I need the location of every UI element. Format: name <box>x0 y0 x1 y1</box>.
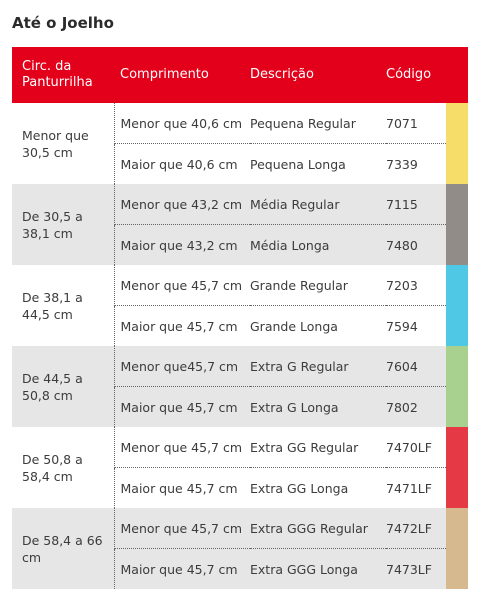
description-cell: Extra GG Regular <box>250 427 386 468</box>
code-cell: 7472LF <box>386 508 446 549</box>
code-cell: 7802 <box>386 387 446 428</box>
length-cell: Menor que45,7 cm <box>114 346 250 387</box>
color-swatch <box>446 184 468 265</box>
code-cell: 7471LF <box>386 468 446 509</box>
description-cell: Média Regular <box>250 184 386 225</box>
color-swatch <box>446 427 468 508</box>
table-row <box>12 103 468 144</box>
length-cell: Menor que 43,2 cm <box>114 184 250 225</box>
length-cell: Maior que 45,7 cm <box>114 387 250 428</box>
code-cell: 7071 <box>386 103 446 144</box>
size-table <box>12 47 468 589</box>
length-cell: Menor que 45,7 cm <box>114 427 250 468</box>
circ-cell: De 30,5 a 38,1 cm <box>12 184 114 265</box>
table-body <box>12 103 468 589</box>
code-cell: 7203 <box>386 265 446 306</box>
description-cell: Extra G Longa <box>250 387 386 428</box>
length-cell: Menor que 40,6 cm <box>114 103 250 144</box>
length-cell: Maior que 45,7 cm <box>114 549 250 590</box>
length-cell: Menor que 45,7 cm <box>114 508 250 549</box>
code-cell: 7594 <box>386 306 446 347</box>
circ-cell: De 58,4 a 66 cm <box>12 508 114 589</box>
code-cell: 7480 <box>386 225 446 266</box>
circ-cell: De 38,1 a 44,5 cm <box>12 265 114 346</box>
color-swatch <box>446 103 468 184</box>
length-cell: Maior que 45,7 cm <box>114 468 250 509</box>
length-cell: Menor que 45,7 cm <box>114 265 250 306</box>
table-header-row <box>12 47 468 103</box>
length-cell: Maior que 40,6 cm <box>114 144 250 185</box>
description-cell: Extra G Regular <box>250 346 386 387</box>
length-cell: Maior que 45,7 cm <box>114 306 250 347</box>
length-cell: Maior que 43,2 cm <box>114 225 250 266</box>
code-cell: 7604 <box>386 346 446 387</box>
description-cell: Extra GGG Regular <box>250 508 386 549</box>
code-cell: 7473LF <box>386 549 446 590</box>
circ-cell: De 50,8 a 58,4 cm <box>12 427 114 508</box>
description-cell: Extra GGG Longa <box>250 549 386 590</box>
color-swatch <box>446 346 468 427</box>
table-row <box>12 265 468 306</box>
circ-cell: De 44,5 a 50,8 cm <box>12 346 114 427</box>
color-swatch <box>446 265 468 346</box>
code-cell: 7470LF <box>386 427 446 468</box>
header-circ: Circ. da Panturrilha <box>12 47 114 103</box>
color-swatch <box>446 508 468 589</box>
table-row <box>12 508 468 549</box>
header-description: Descrição <box>250 47 386 103</box>
circ-cell: Menor que 30,5 cm <box>12 103 114 184</box>
description-cell: Pequena Regular <box>250 103 386 144</box>
description-cell: Grande Longa <box>250 306 386 347</box>
table-row <box>12 427 468 468</box>
code-cell: 7115 <box>386 184 446 225</box>
code-cell: 7339 <box>386 144 446 185</box>
description-cell: Média Longa <box>250 225 386 266</box>
header-code: Código <box>386 47 468 103</box>
description-cell: Grande Regular <box>250 265 386 306</box>
description-cell: Pequena Longa <box>250 144 386 185</box>
description-cell: Extra GG Longa <box>250 468 386 509</box>
table-row <box>12 346 468 387</box>
page-title: Até o Joelho <box>12 14 114 32</box>
table-row <box>12 184 468 225</box>
header-length: Comprimento <box>114 47 250 103</box>
